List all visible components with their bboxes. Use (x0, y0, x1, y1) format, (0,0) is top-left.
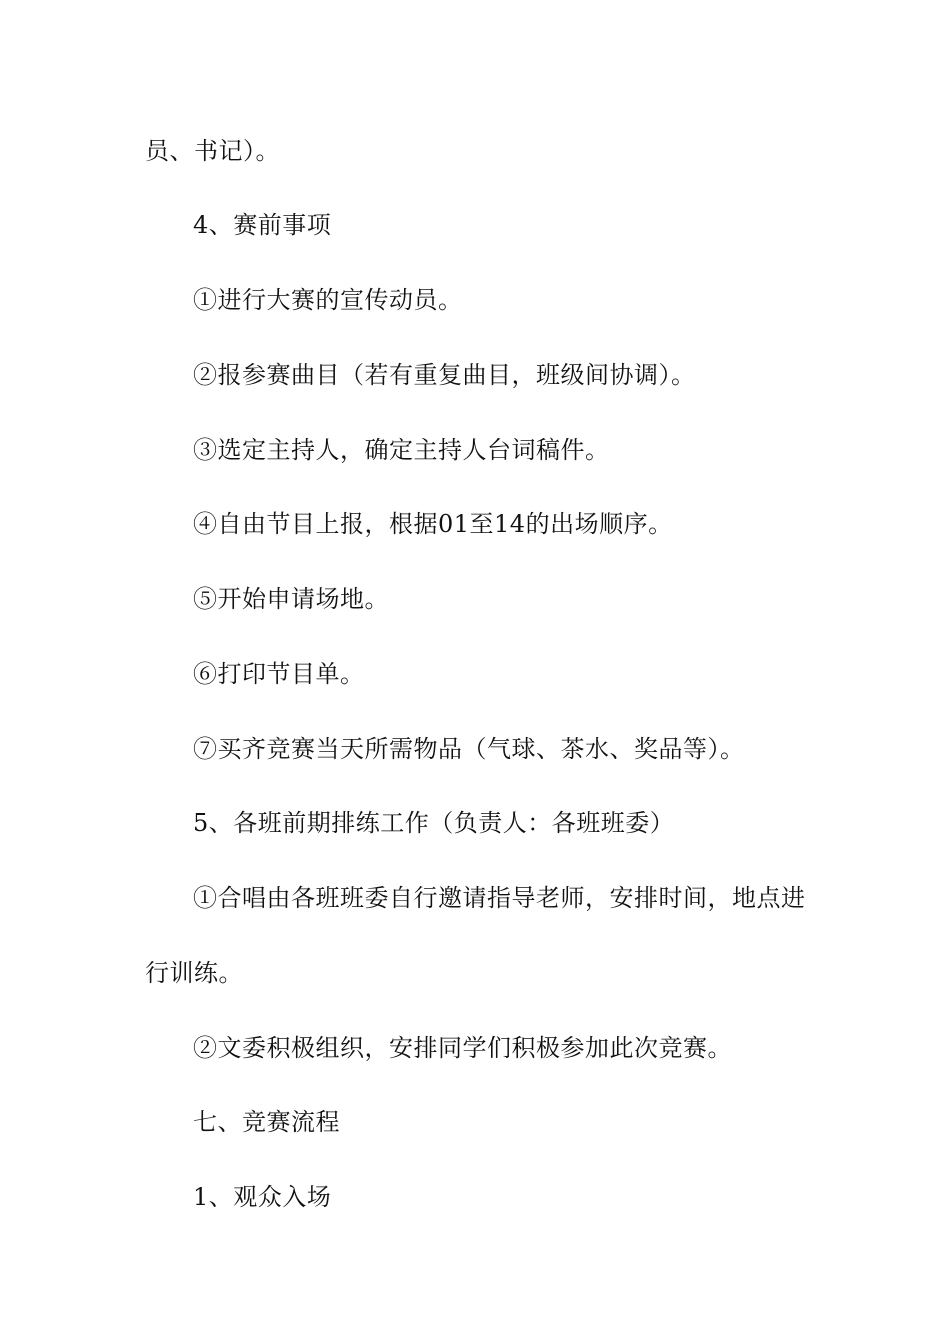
list-item: ⑥打印节目单。 (193, 660, 365, 688)
text-line-continuation: 员、书记）。 (145, 137, 280, 165)
list-item: ⑦买齐竞赛当天所需物品（气球、茶水、奖品等）。 (193, 735, 745, 763)
list-item: ⑤开始申请场地。 (193, 585, 389, 613)
section-heading-competition-flow: 七、竞赛流程 (193, 1108, 340, 1136)
list-item: ①合唱由各班班委自行邀请指导老师，安排时间，地点进 (193, 884, 806, 912)
list-item: ②报参赛曲目（若有重复曲目，班级间协调）。 (193, 361, 696, 389)
section-heading-audience-entry: 1、观众入场 (193, 1183, 332, 1211)
list-item: ④自由节目上报，根据01至14的出场顺序。 (193, 510, 673, 538)
list-item: ②文委积极组织，安排同学们积极参加此次竞赛。 (193, 1034, 732, 1062)
section-heading-pre-match: 4、赛前事项 (193, 211, 332, 239)
list-item: ①进行大赛的宣传动员。 (193, 286, 463, 314)
section-heading-rehearsal: 5、各班前期排练工作（负责人：各班班委） (193, 809, 675, 837)
list-item: ③选定主持人，确定主持人台词稿件。 (193, 436, 610, 464)
text-line-continuation: 行训练。 (145, 959, 243, 987)
